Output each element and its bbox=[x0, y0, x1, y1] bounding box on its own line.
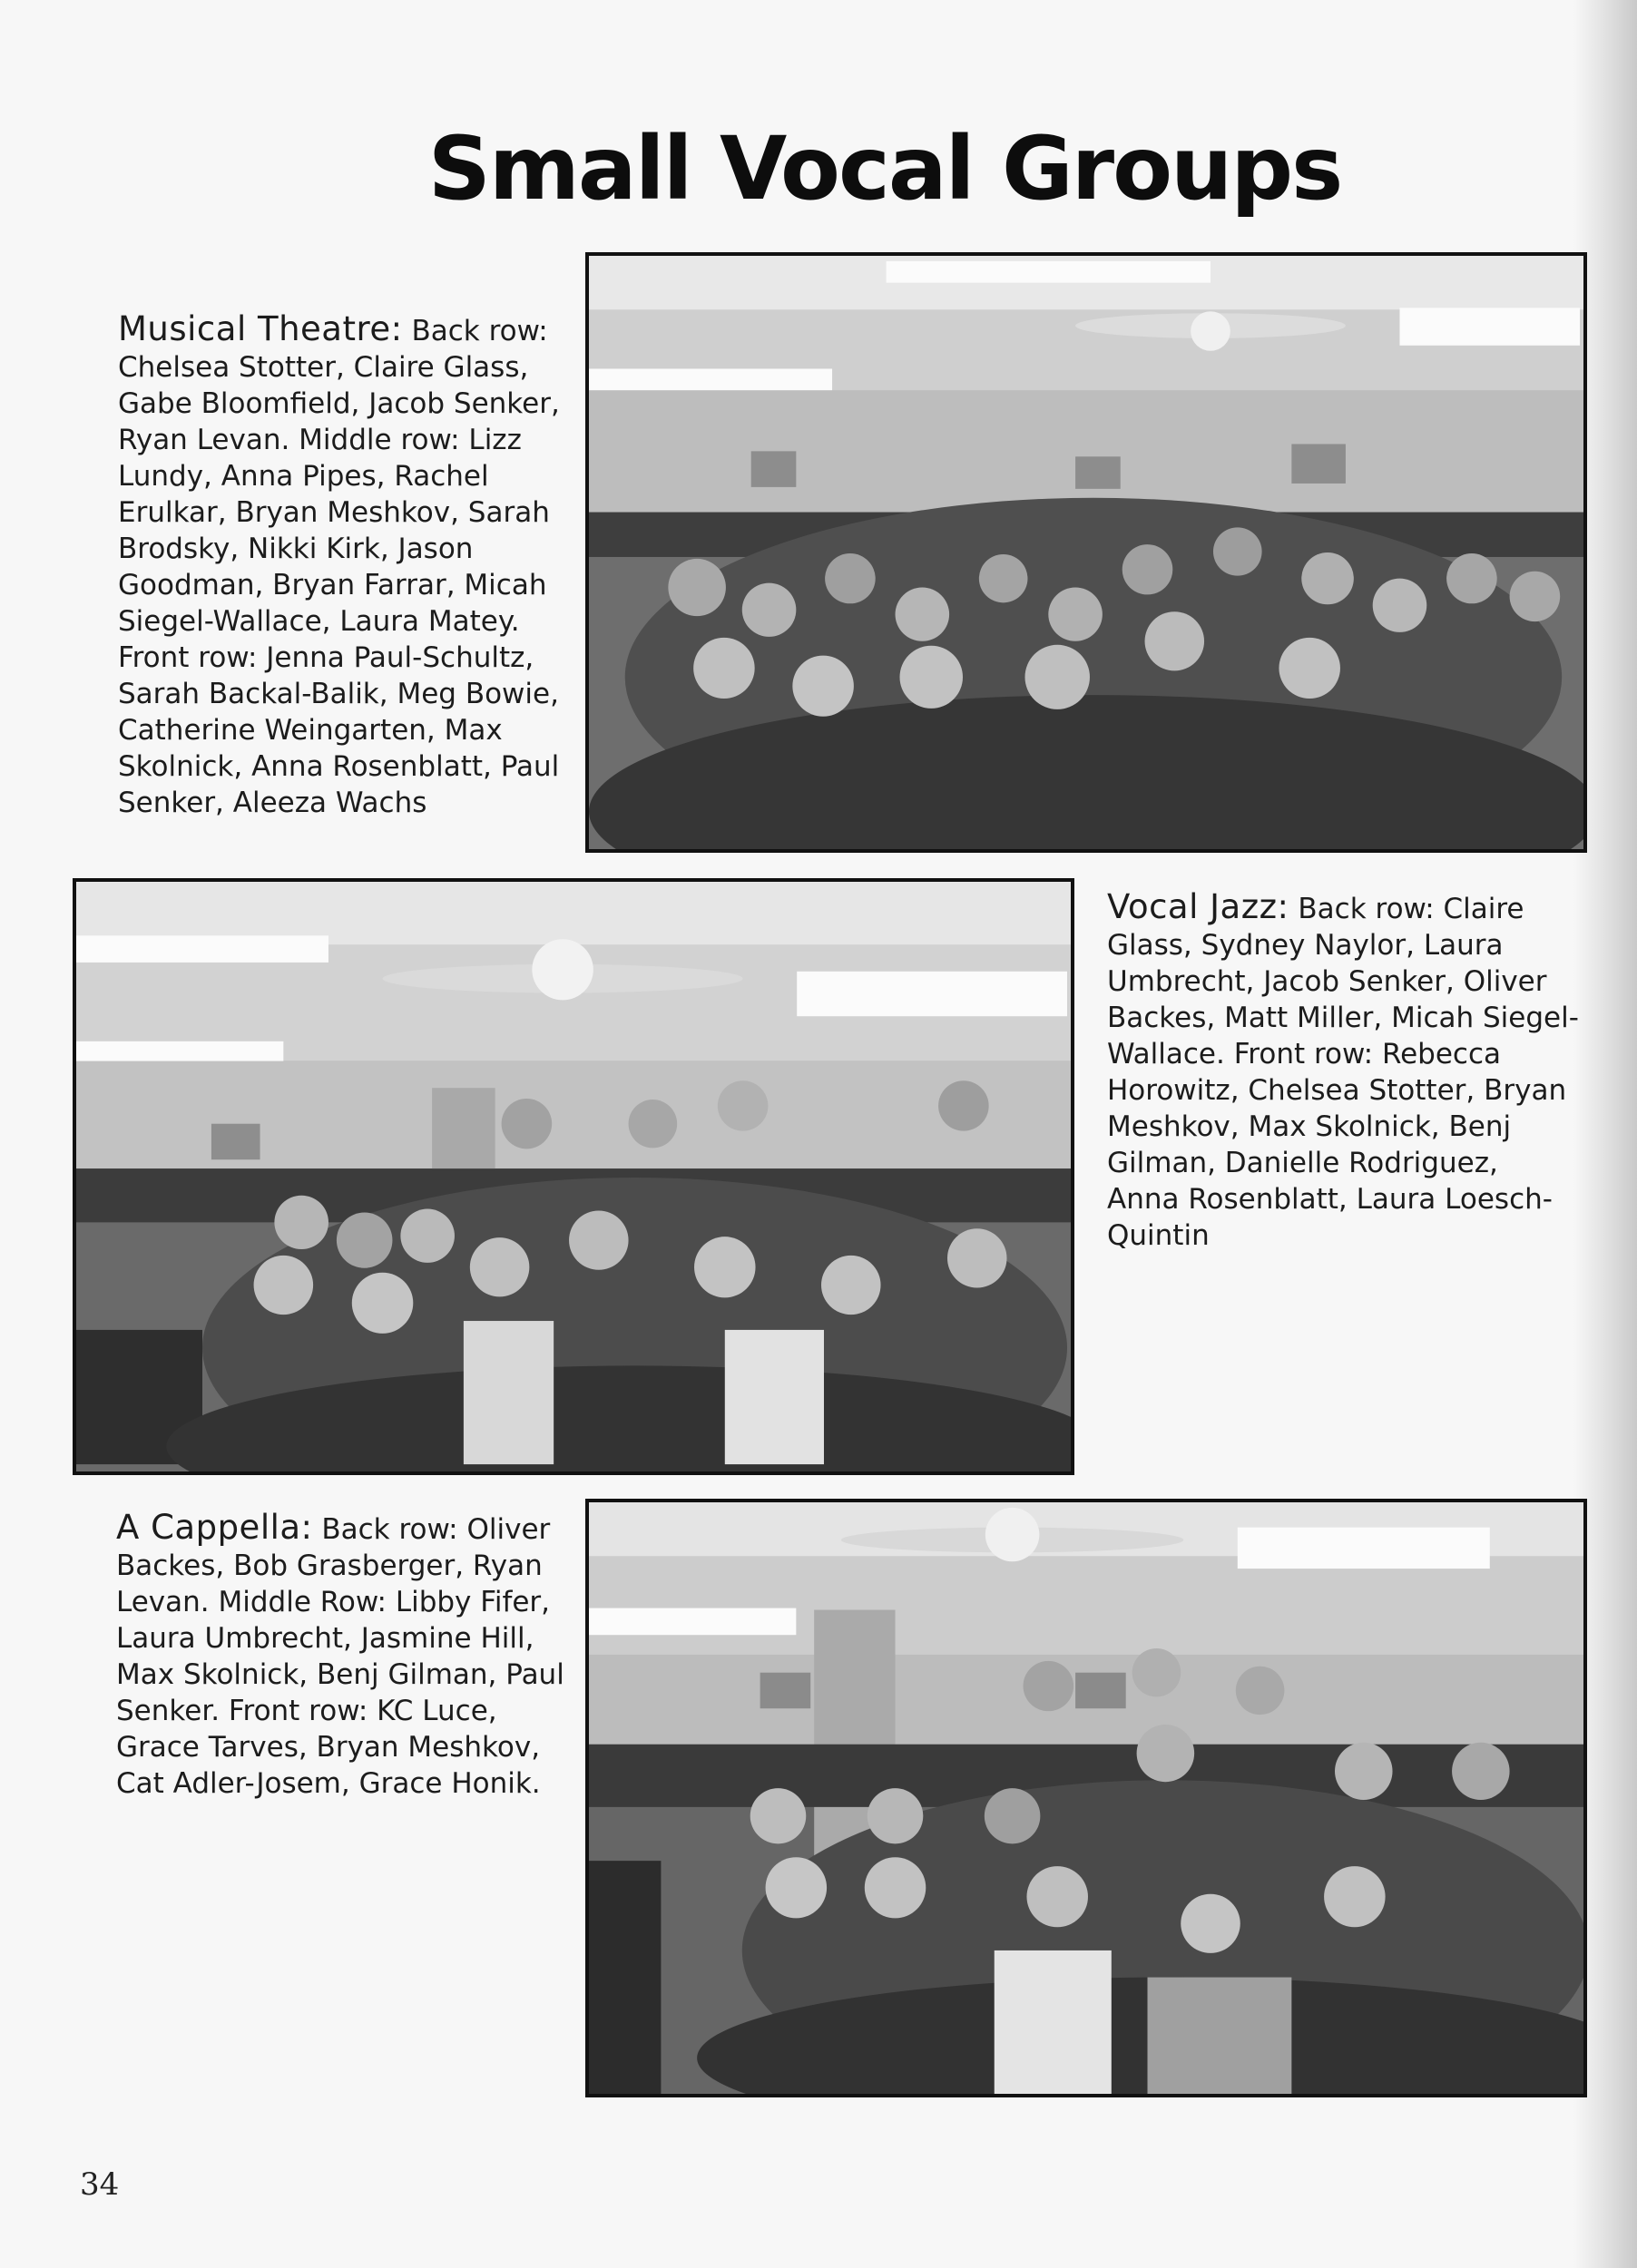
musical-theatre-caption bbox=[118, 311, 572, 821]
page-number: 34 bbox=[80, 2166, 120, 2203]
musical-theatre-photo bbox=[585, 252, 1587, 853]
a-cappella-names: Back row: Oliver Backes, Bob Grasberger, Ryan Levan. Middle Row: Libby Fifer, Laura Umbrecht, Jasmine Hill, Max Skolnick, Benj Gilman, Paul Senker. Front row: KC Luce, Grace Tarves, Bryan Meshkov, Cat Adler-Josem, Grace Honik. bbox=[116, 1513, 564, 1800]
vocal-jazz-heading: Vocal Jazz: bbox=[1107, 887, 1289, 926]
a-cappella-heading: A Cappella: bbox=[116, 1508, 313, 1547]
musical-theatre-heading: Musical Theatre: bbox=[118, 309, 403, 348]
vocal-jazz-names: Back row: Claire Glass, Sydney Naylor, Laura Umbrecht, Jacob Senker, Oliver Backes, Matt Miller, Micah Siegel-Wallace. Front row: Rebecca Horowitz, Chelsea Stotter, Bryan Meshkov, Max Skolnick, Benj Gilman, Danielle Rodriguez, Anna Rosenblatt, Laura Loesch-Quintin bbox=[1107, 893, 1579, 1252]
page-title: Small Vocal Groups bbox=[427, 118, 1342, 220]
a-cappella-caption bbox=[116, 1510, 588, 1802]
vocal-jazz-photo bbox=[73, 878, 1074, 1475]
musical-theatre-names: Back row: Chelsea Stotter, Claire Glass, Gabe Bloomfield, Jacob Senker, Ryan Levan. Middle row: Lizz Lundy, Anna Pipes, Rachel Erulkar, Bryan Meshkov, Sarah Brodsky, Nikki Kirk, Jason Goodman, Bryan Farrar, Micah Siegel-Wallace, Laura Matey. Front row: Jenna Paul-Schultz, Sarah Backal-Balik, Meg Bowie, Catherine Weingarten, Max Skolnick, Anna Rosenblatt, Paul Senker, Aleeza Wachs bbox=[118, 315, 560, 819]
vocal-jazz-caption bbox=[1107, 889, 1579, 1254]
a-cappella-photo bbox=[585, 1499, 1587, 2097]
